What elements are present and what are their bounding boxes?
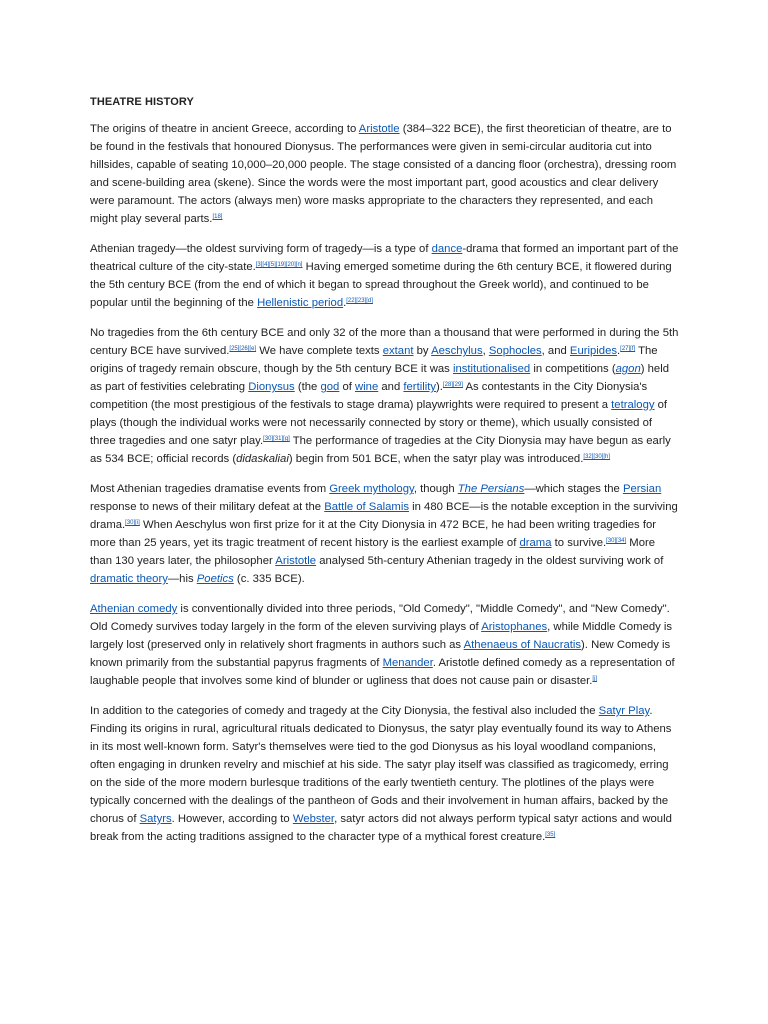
link-drama[interactable]: drama bbox=[519, 537, 552, 549]
paragraph-text: -drama that formed an important part of the theatrical culture of the city-state. bbox=[90, 243, 679, 273]
paragraph-text: ) held as part of festivities celebrating bbox=[90, 363, 669, 393]
link-aristotle[interactable]: Aristotle bbox=[275, 555, 317, 567]
citation-ref[interactable]: [35] bbox=[545, 832, 556, 838]
link-god[interactable]: god bbox=[320, 381, 340, 393]
paragraph-text: ). bbox=[436, 381, 443, 393]
paragraph-text: is conventionally divided into three periods, "Old Comedy", "Middle Comedy", and "New Comedy". Old Comedy survives today largely in the form of the eleven surviving plays of bbox=[90, 603, 670, 633]
link-aristotle[interactable]: Aristotle bbox=[358, 123, 400, 135]
link-athenaeus-of-naucratis[interactable]: Athenaeus of Naucratis bbox=[463, 639, 582, 651]
citation-ref[interactable]: [28][29] bbox=[442, 382, 463, 388]
paragraph-text: (384–322 BCE), the first theoretician of theatre, are to be found in the festivals that honoured Dionysus. The performances were given in semi-circular auditoria cut into hillsides, capable of seating 10,000–20,000 people. The stage consisted of a dancing floor (orchestra), dressing room and scene-building area (skene). Since the words were the most important part, good acoustics and clear delivery were paramount. The actors (always men) wore masks appropriate to the characters they represented, and each might play several parts. bbox=[90, 123, 677, 225]
citation-ref[interactable]: [30][34] bbox=[606, 538, 627, 544]
paragraph-text: and bbox=[378, 381, 404, 393]
paragraph-text: (the bbox=[294, 381, 321, 393]
link-hellenistic-period[interactable]: Hellenistic period bbox=[257, 297, 344, 309]
link-menander[interactable]: Menander bbox=[382, 657, 433, 669]
link-athenian-comedy[interactable]: Athenian comedy bbox=[90, 603, 178, 615]
paragraph-6 bbox=[90, 702, 680, 846]
link-satyr-play[interactable]: Satyr Play bbox=[598, 705, 650, 717]
paragraph-text: No tragedies from the 6th century BCE and only 32 of the more than a thousand that were performed in during the 5th century BCE have survived. bbox=[90, 327, 679, 357]
paragraph-2 bbox=[90, 240, 680, 312]
link-dramatic-theory[interactable]: dramatic theory bbox=[90, 573, 168, 585]
citation-ref[interactable]: [22][23][d] bbox=[346, 298, 373, 304]
link-wine[interactable]: wine bbox=[355, 381, 379, 393]
paragraph-text: . bbox=[343, 297, 347, 309]
paragraph-text: . However, according to bbox=[171, 813, 293, 825]
citation-ref[interactable]: [j] bbox=[592, 676, 598, 682]
link-fertility[interactable]: fertility bbox=[403, 381, 437, 393]
paragraph-text: . bbox=[617, 345, 621, 357]
paragraph-text: to survive. bbox=[551, 537, 607, 549]
link-persian[interactable]: Persian bbox=[622, 483, 662, 495]
paragraph-3 bbox=[90, 324, 680, 468]
paragraph-text: analysed 5th-century Athenian tragedy in the oldest surviving work of bbox=[316, 555, 664, 567]
link-battle-of-salamis[interactable]: Battle of Salamis bbox=[324, 501, 409, 513]
paragraph-text: , satyr actors did not always perform typical satyr actions and would break from the acting traditions assigned to the character type of a mythical forest creature. bbox=[90, 813, 672, 843]
paragraph-text: —which stages the bbox=[524, 483, 623, 495]
link-webster[interactable]: Webster bbox=[292, 813, 335, 825]
link-satyrs[interactable]: Satyrs bbox=[139, 813, 172, 825]
paragraph-text: of plays (though the individual works were not necessarily connected by story or theme), which usually consisted of three tragedies and one satyr play. bbox=[90, 399, 668, 447]
link-greek-mythology[interactable]: Greek mythology bbox=[329, 483, 414, 495]
citation-ref[interactable]: [27][f] bbox=[620, 346, 636, 352]
paragraph-text: . Finding its origins in rural, agricultural rituals dedicated to Dionysus, the satyr play eventually found its way to Athens in its most well-known form. Satyr's themselves were tied to the god Dionysus as his loyal woodland companions, often engaging in drunken revelry and mischief at his side. The satyr play itself was classified as tragicomedy, erring on the side of the more modern burlesque traditions of the early twentieth century. The plotlines of the plays were typically concerned with the dealings of the pantheon of Gods and their involvement in human affairs, backed by the chorus of bbox=[90, 705, 672, 825]
paragraph-text: response to news of their military defeat at the bbox=[90, 501, 325, 513]
paragraph-text: In addition to the categories of comedy and tragedy at the City Dionysia, the festival also included the bbox=[90, 705, 599, 717]
paragraph-text: We have complete texts bbox=[256, 345, 383, 357]
paragraph-text: ) begin from 501 BCE, when the satyr play was introduced. bbox=[288, 453, 584, 465]
paragraph-text: More than 130 years later, the philosopher bbox=[90, 537, 656, 567]
link-extant[interactable]: extant bbox=[382, 345, 414, 357]
paragraph-text: As contestants in the City Dionysia's competition (the most prestigious of the festivals to stage drama) playwrights were required to present a bbox=[90, 381, 648, 411]
citation-ref[interactable]: [25][26][e] bbox=[229, 346, 257, 352]
paragraph-5 bbox=[90, 600, 680, 690]
link-poetics[interactable] bbox=[197, 573, 234, 585]
paragraph-text: by bbox=[413, 345, 432, 357]
link-aristophanes[interactable]: Aristophanes bbox=[481, 621, 548, 633]
link-aeschylus[interactable]: Aeschylus bbox=[431, 345, 483, 357]
paragraph-text: , bbox=[482, 345, 489, 357]
link-dance[interactable]: dance bbox=[431, 243, 463, 255]
paragraph-text: —his bbox=[167, 573, 197, 585]
link-the-persians[interactable] bbox=[458, 483, 525, 495]
paragraph-4 bbox=[90, 480, 680, 588]
link-italic-text: agon bbox=[615, 363, 641, 375]
paragraph-text: of bbox=[339, 381, 356, 393]
link-euripides[interactable]: Euripides bbox=[569, 345, 618, 357]
paragraph-text: , though bbox=[413, 483, 458, 495]
paragraph-text: , and bbox=[541, 345, 570, 357]
citation-ref[interactable]: [30][i] bbox=[125, 520, 140, 526]
paragraph-text: The origins of theatre in ancient Greece, according to bbox=[90, 123, 359, 135]
paragraph-text: Most Athenian tragedies dramatise events from bbox=[90, 483, 330, 495]
paragraph-text: The origins of tragedy remain obscure, though by the 5th century BCE it was bbox=[90, 345, 658, 375]
link-dionysus[interactable]: Dionysus bbox=[248, 381, 295, 393]
paragraph-text: , while Middle Comedy is largely lost (preserved only in relatively short fragments in authors such as bbox=[90, 621, 673, 651]
paragraph-text: . Aristotle defined comedy as a representation of laughable people that involves some kind of blunder or ugliness that does not cause pain or disaster. bbox=[90, 657, 675, 687]
citation-ref[interactable]: [18] bbox=[212, 214, 223, 220]
paragraph-text: (c. 335 BCE). bbox=[233, 573, 305, 585]
link-agon[interactable] bbox=[616, 363, 641, 375]
paragraph-text: When Aeschylus won first prize for it at the City Dionysia in 472 BCE, he had been writing tragedies for more than 25 years, yet its tragic treatment of recent history is the earliest example of bbox=[90, 519, 657, 549]
italic-term: didaskaliai bbox=[236, 453, 289, 465]
paragraph-1 bbox=[90, 120, 680, 228]
page-title: THEATRE HISTORY bbox=[90, 96, 194, 108]
citation-ref[interactable]: [3][4][5][19][20][n] bbox=[255, 262, 303, 268]
article-body bbox=[90, 120, 680, 846]
citation-ref[interactable]: [30][31][g] bbox=[263, 436, 290, 442]
paragraph-text: in competitions ( bbox=[530, 363, 616, 375]
link-italic-text: The Persians bbox=[457, 483, 525, 495]
paragraph-text: The performance of tragedies at the City Dionysia may have begun as early as 534 BCE; official records ( bbox=[90, 435, 671, 465]
paragraph-text: Athenian tragedy—the oldest surviving form of tragedy—is a type of bbox=[90, 243, 432, 255]
paragraph-text: Having emerged sometime during the 6th century BCE, it flowered during the 5th century BCE (from the end of which it began to spread throughout the Greek world), and continued to be popular until the beginning of the bbox=[90, 261, 672, 309]
citation-ref[interactable]: [32][30][h] bbox=[583, 454, 611, 460]
link-institutionalised[interactable]: institutionalised bbox=[452, 363, 531, 375]
link-sophocles[interactable]: Sophocles bbox=[488, 345, 542, 357]
paragraph-text: in 480 BCE—is the notable exception in the surviving drama. bbox=[90, 501, 678, 531]
link-italic-text: Poetics bbox=[196, 573, 234, 585]
paragraph-text: ). New Comedy is known primarily from the substantial papyrus fragments of bbox=[90, 639, 671, 669]
link-tetralogy[interactable]: tetralogy bbox=[611, 399, 655, 411]
